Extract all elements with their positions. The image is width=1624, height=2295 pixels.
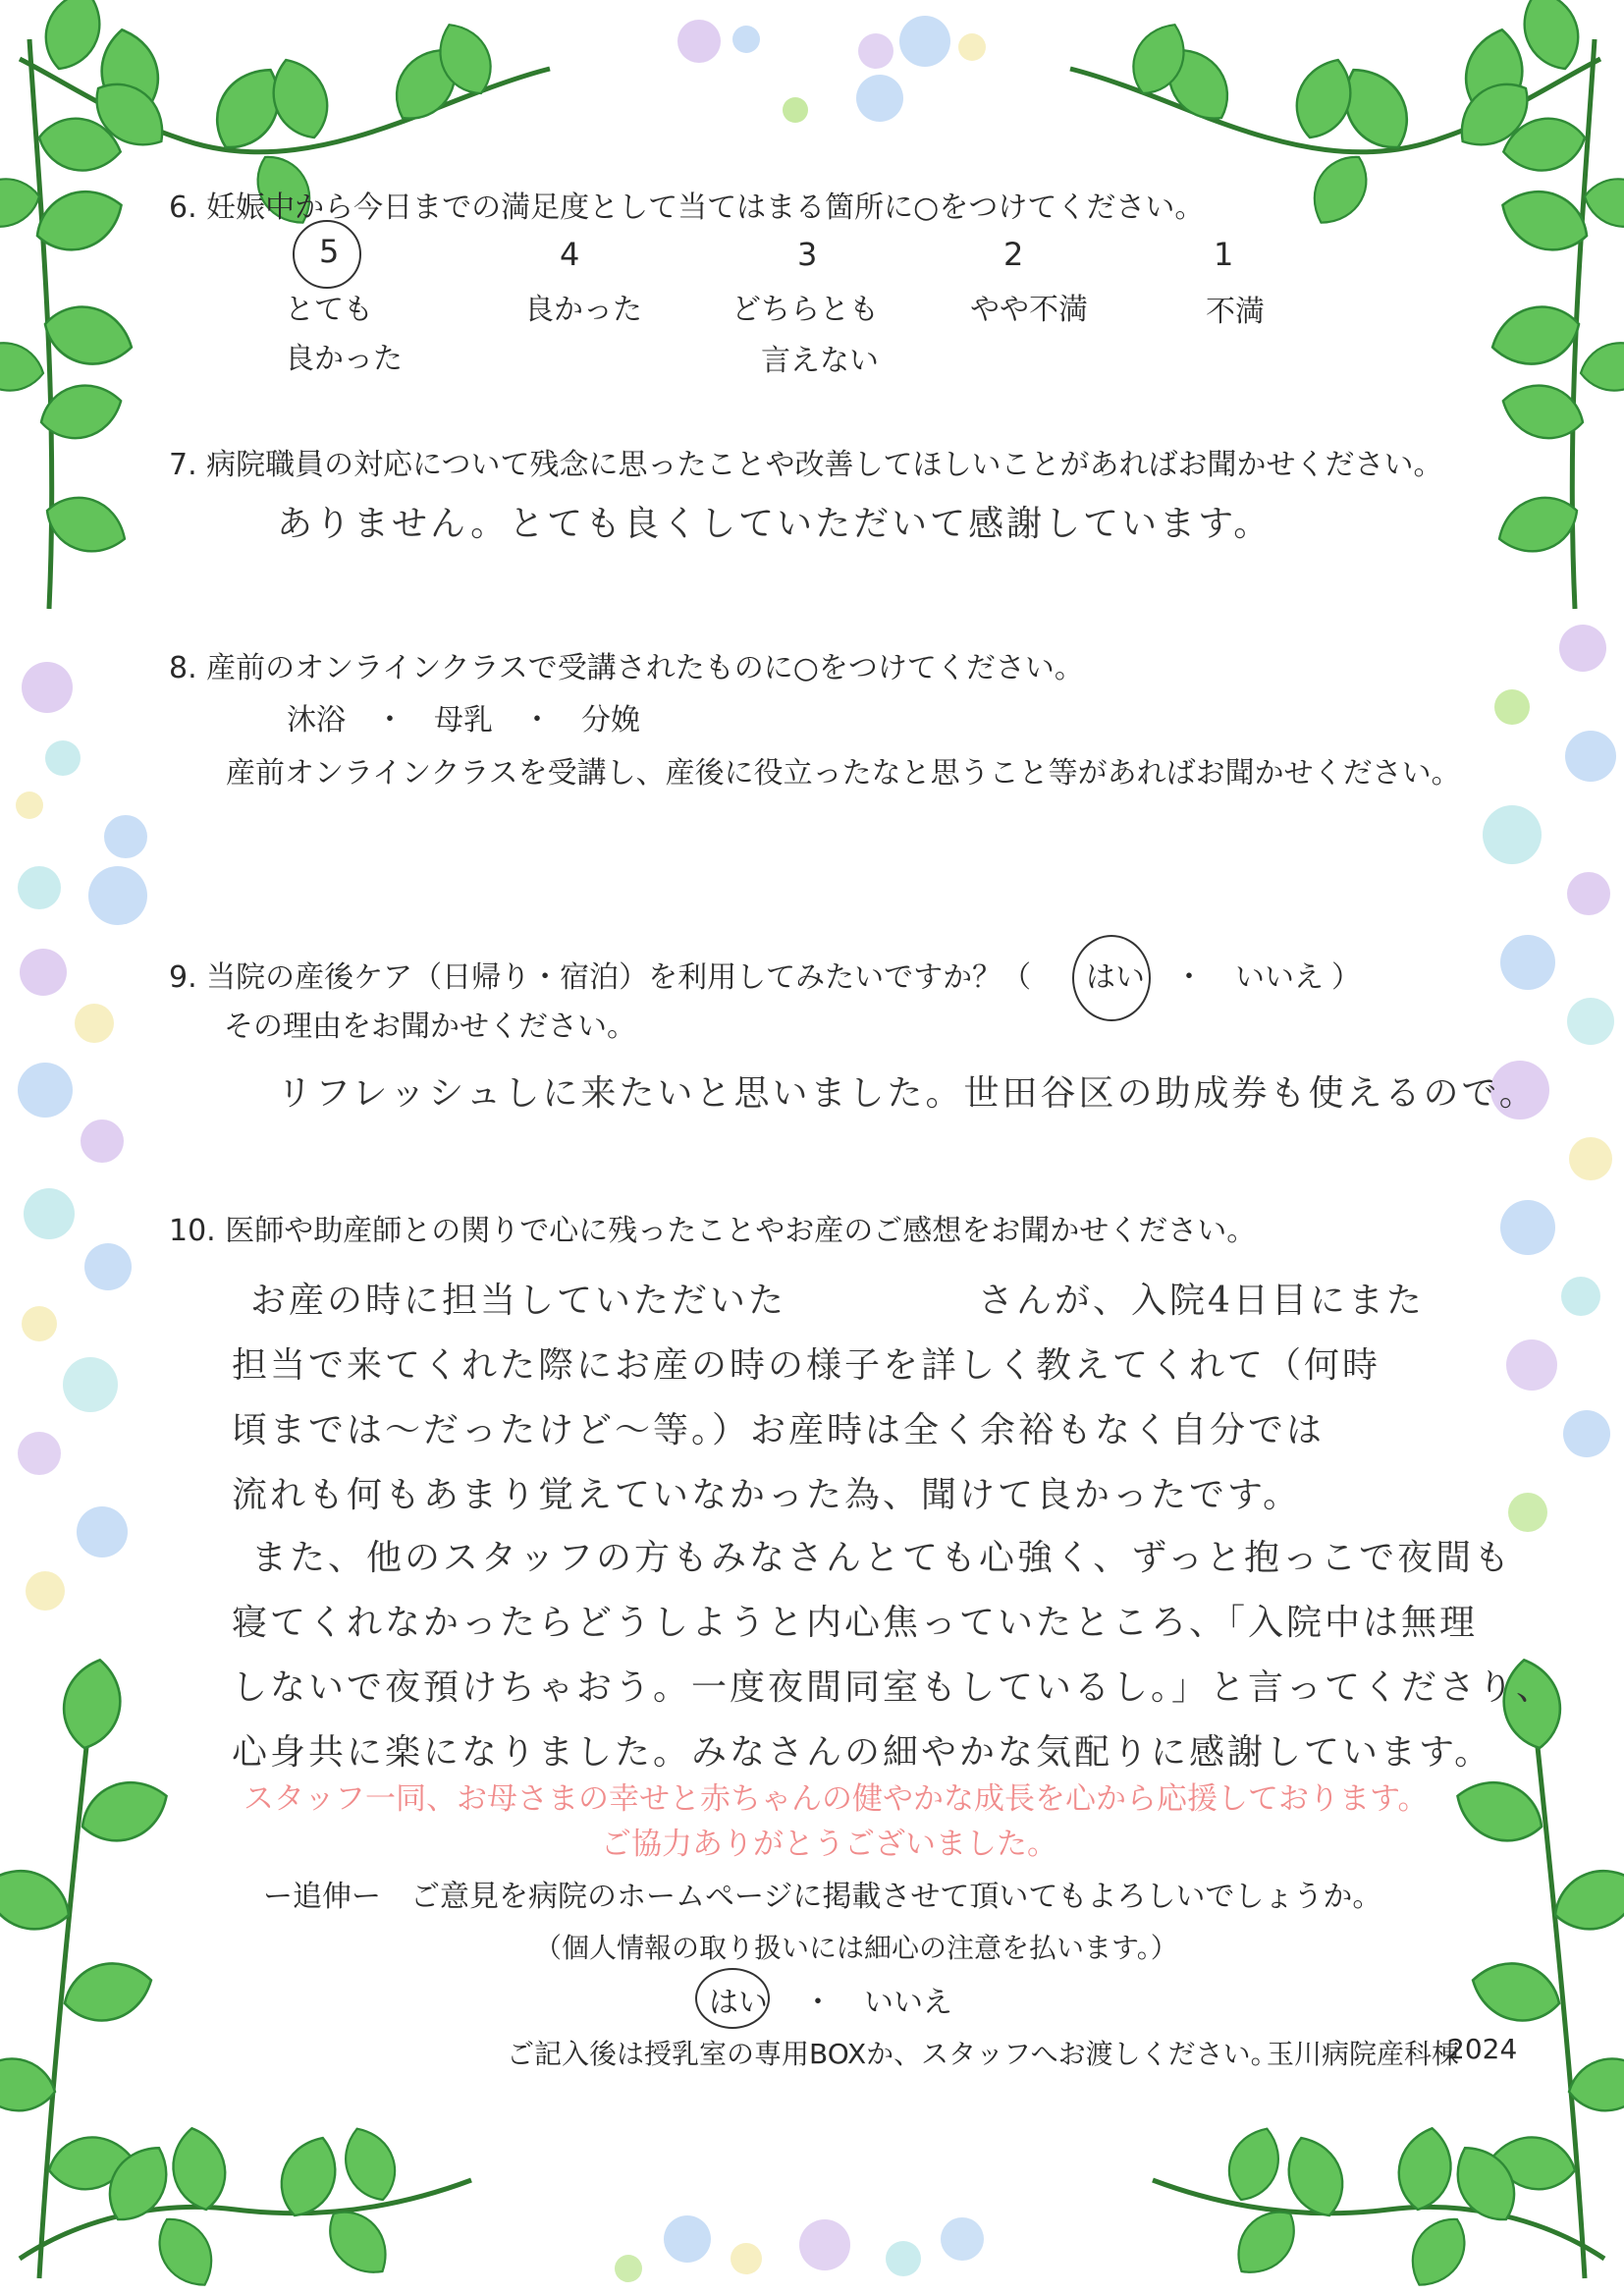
postscript-no: いいえ [864,1986,952,2020]
hospital-name: 玉川病院産科棟 [1267,2038,1460,2070]
q9-answer: リフレッシュしに来たいと思いました。世田谷区の助成券も使えるので。 [277,1073,1538,1114]
q10-question: 10. 医師や助産師との関りで心に残ったことやお産のご感想をお聞かせください。 [169,1214,1257,1248]
q6-option-3-number: 3 [797,236,818,273]
form-year: 2024 [1447,2033,1518,2065]
thanks-message: ご協力ありがとうございました。 [601,1827,1057,1862]
q6-option-4-line1: 良かった [524,293,642,327]
footer-instructions: ご記入後は授乳室の専用BOXか、スタッフへお渡しください。 [507,2038,1278,2070]
q10-answer-line-3: 頃までは〜だったけど〜等。）お産時は全く余裕もなく自分では [232,1410,1326,1450]
q6-option-5-number: 5 [319,233,340,270]
q10-answer-line-8: 心身共に楽になりました。みなさんの細やかな気配りに感謝しています。 [232,1732,1493,1773]
q6-question: 6. 妊娠中から今日までの満足度として当てはまる箇所に○をつけてください。 [169,191,1205,225]
q6-option-1-number: 1 [1214,236,1234,273]
q6-option-1-line1: 不満 [1206,295,1265,329]
q8-class-options: 沐浴 ・ 母乳 ・ 分娩 [287,703,640,738]
q7-question: 7. 病院職員の対応について残念に思ったことや改善してほしいことがあればお聞かせください。 [169,448,1443,482]
privacy-note: （個人情報の取り扱いには細心の注意を払います。） [534,1932,1178,1964]
q10-answer-line-6: 寝てくれなかったらどうしようと内心焦っていたところ、「入院中は無理 [232,1603,1479,1643]
q7-answer: ありません。とても良くしていただいて感謝しています。 [277,504,1272,544]
q9-close: ） [1331,960,1361,995]
q10-answer-line-5: また、他のスタッフの方もみなさんとても心強く、ずっと抱っこで夜間も [251,1538,1513,1578]
staff-message: スタッフ一同、お母さまの幸せと赤ちゃんの健やかな成長を心から応援しております。 [244,1781,1429,1817]
q9-no: いいえ [1235,960,1324,995]
q6-option-2-line1: やや不満 [970,293,1088,327]
selection-circle-postscript [695,1968,770,2029]
q9-question: 9. 当院の産後ケア（日帰り・宿泊）を利用してみたいですか？（ [169,960,1032,995]
postscript-question: ー追伸ー ご意見を病院のホームページに掲載させて頂いてもよろしいでしょうか。 [263,1880,1382,1914]
q10-answer-line-7: しないで夜預けちゃおう。一度夜間同室もしているし。」と言ってくださり、 [232,1667,1555,1708]
q8-question: 8. 産前のオンラインクラスで受講されたものに○をつけてください。 [169,651,1084,685]
postscript-yes: はい [709,1986,768,2020]
q9-dot: ・ [1174,960,1204,995]
q8-followup: 産前オンラインクラスを受講し、産後に役立ったなと思うこと等があればお聞かせください。 [226,756,1461,791]
q6-option-2-number: 2 [1003,236,1024,273]
selection-circle-q9 [1072,935,1151,1021]
q6-option-3-line2: 言えない [761,344,879,378]
selection-circle-q6 [293,220,361,289]
q9-reason-prompt: その理由をお聞かせください。 [224,1010,636,1044]
q10-answer-line-4: 流れも何もあまり覚えていなかった為、聞けて良かったです。 [232,1475,1302,1515]
q6-option-5-line1: とても [285,293,373,327]
q10-answer-line-2: 担当で来てくれた際にお産の時の様子を詳しく教えてくれて（何時 [232,1345,1381,1386]
postscript-dot: ・ [803,1986,833,2020]
q6-option-5-line2: 良かった [285,342,403,376]
q9-yes: はい [1086,960,1145,995]
q6-option-4-number: 4 [560,236,580,273]
q10-answer-line-1: お産の時に担当していただいた さんが、入院4日目にまた [250,1281,1425,1321]
q6-option-3-line1: どちらとも [731,293,879,327]
